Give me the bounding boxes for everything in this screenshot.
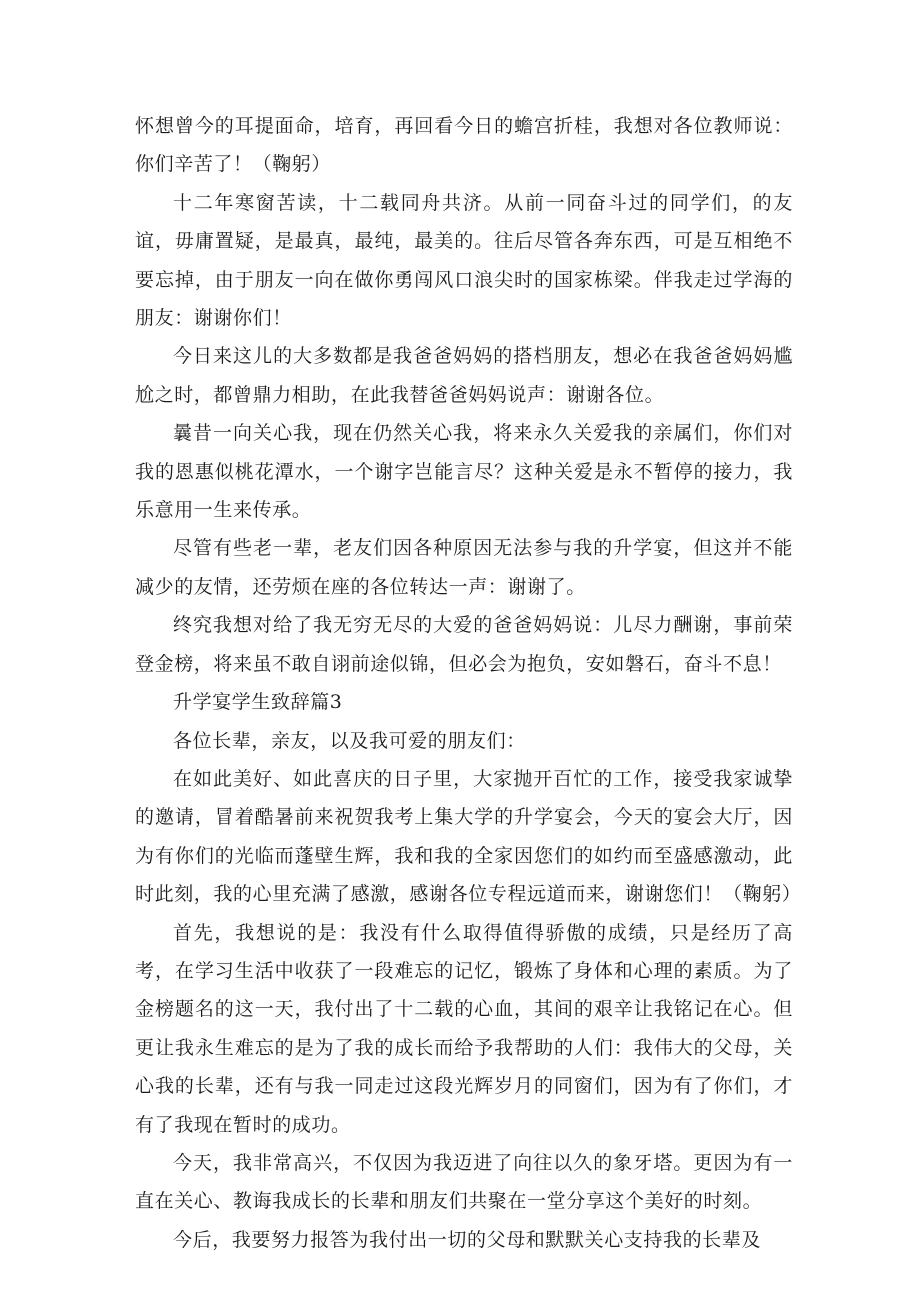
paragraph-welcome: 在如此美好、如此喜庆的日子里，大家抛开百忙的工作，接受我家诚挚的邀请，冒着酷暑前来祝贺我考上集大学的升学宴会，今天的宴会大厅，因为有你们的光临而蓬壁生辉，我和我的全家因您们的如约而至盛感激动，此时此刻，我的心里充满了感激，感谢各位专程远道而来，谢谢您们！（鞠躬）	[135, 767, 802, 906]
paragraph-first: 首先，我想说的是：我没有什么取得值得骄傲的成绩，只是经历了高考，在学习生活中收获了一段难忘的记忆，锻炼了身体和心理的素质。为了金榜题名的这一天，我付出了十二载的心血，其间的艰辛让我铭记在心。但更让我永生难忘的是为了我的成长而给予我帮助的人们：我伟大的父母，关心我的长辈，还有与我一同走过这段光辉岁月的同窗们，因为有了你们，才有了我现在暂时的成功。	[135, 921, 793, 1136]
paragraph-elders: 尽管有些老一辈，老友们因各种原因无法参与我的升学宴，但这并不能减少的友情，还劳烦在座的各位转达一声：谢谢了。	[135, 537, 793, 598]
paragraph-relatives: 曩昔一向关心我，现在仍然关心我，将来永久关爱我的亲属们，你们对我的恩惠似桃花潭水，一个谢字岂能言尽？这种关爱是永不暂停的接力，我乐意用一生来传承。	[135, 422, 793, 522]
paragraph-classmates: 十二年寒窗苦读，十二载同舟共济。从前一同奋斗过的同学们，的友谊，毋庸置疑，是最真，最纯，最美的。往后尽管各奔东西，可是互相绝不要忘掉，由于朋友一向在做你勇闯风口浪尖时的国家栋梁。伴我走过学海的朋友：谢谢你们！	[135, 191, 793, 330]
document-body	[135, 107, 802, 1259]
paragraph-parents-friends: 今日来这儿的大多数都是我爸爸妈妈的搭档朋友，想必在我爸爸妈妈尴尬之时，都曾鼎力相助，在此我替爸爸妈妈说声：谢谢各位。	[135, 345, 793, 406]
paragraph-future: 今后，我要努力报答为我付出一切的父母和默默关心支持我的长辈及	[173, 1228, 762, 1251]
paragraph-gratitude-teachers: 怀想曾今的耳提面命，培育，再回看今日的蟾宫折桂，我想对各位教师说：你们辛苦了！（鞠躬）	[135, 115, 793, 176]
paragraph-today: 今天，我非常高兴，不仅因为我迈进了向往以久的象牙塔。更因为有一直在关心、教诲我成长的长辈和朋友们共聚在一堂分享这个美好的时刻。	[135, 1151, 793, 1213]
paragraph-to-parents: 终究我想对给了我无穷无尽的大爱的爸爸妈妈说：儿尽力酬谢，事前荣登金榜，将来虽不敢自诩前途似锦，但必会为抱负，安如磐石，奋斗不息！	[135, 614, 793, 675]
section-heading: 升学宴学生致辞篇3	[173, 691, 343, 714]
salutation: 各位长辈，亲友，以及我可爱的朋友们：	[173, 729, 526, 752]
